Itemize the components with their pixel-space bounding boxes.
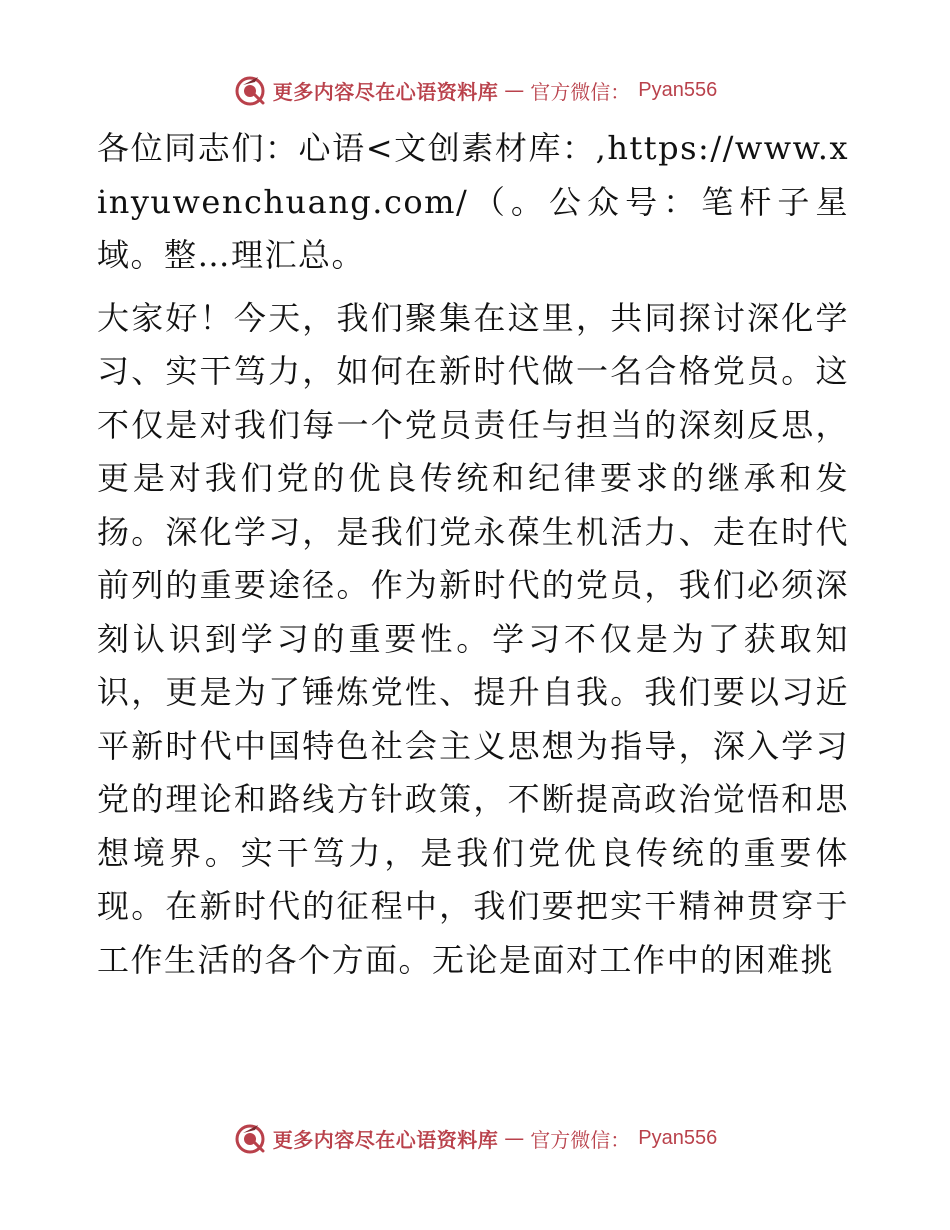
logo-icon <box>233 73 267 107</box>
header-banner <box>0 72 950 108</box>
banner-wechat-id: Pyan556 <box>638 1126 718 1149</box>
document-content <box>97 122 849 987</box>
banner-wechat-id: Pyan556 <box>638 78 718 101</box>
footer-banner <box>0 1120 950 1156</box>
banner-main-text: 更多内容尽在心语资料库 <box>272 1127 499 1152</box>
logo-icon <box>233 1121 267 1155</box>
banner-wechat-label: 官方微信： <box>530 1127 631 1152</box>
banner-wechat-label: 官方微信： <box>530 79 631 104</box>
body-paragraph: 大家好！今天，我们聚集在这里，共同探讨深化学习、实干笃力，如何在新时代做一名合格党员。这不仅是对我们每一个党员责任与担当的深刻反思，更是对我们党的优良传统和纪律要求的继承和发扬。深化学习，是我们党永葆生机活力、走在时代前列的重要途径。作为新时代的党员，我们必须深刻认识到学习的重要性。学习不仅是为了获取知识，更是为了锤炼党性、提升自我。我们要以习近平新时代中国特色社会主义思想为指导，深入学习党的理论和路线方针政策，不断提高政治觉悟和思想境界。实干笃力，是我们党优良传统的重要体现。在新时代的征程中，我们要把实干精神贯穿于工作生活的各个方面。无论是面对工作中的困难挑 <box>97 298 849 979</box>
banner-separator: — <box>504 78 525 102</box>
banner-main-text: 更多内容尽在心语资料库 <box>272 79 499 104</box>
intro-paragraph: 各位同志们：心语<文创素材库：,https://www.xinyuwenchuang.com/（。公众号：笔杆子星域。整…理汇总。 <box>97 129 849 274</box>
banner-separator: — <box>504 1126 525 1150</box>
